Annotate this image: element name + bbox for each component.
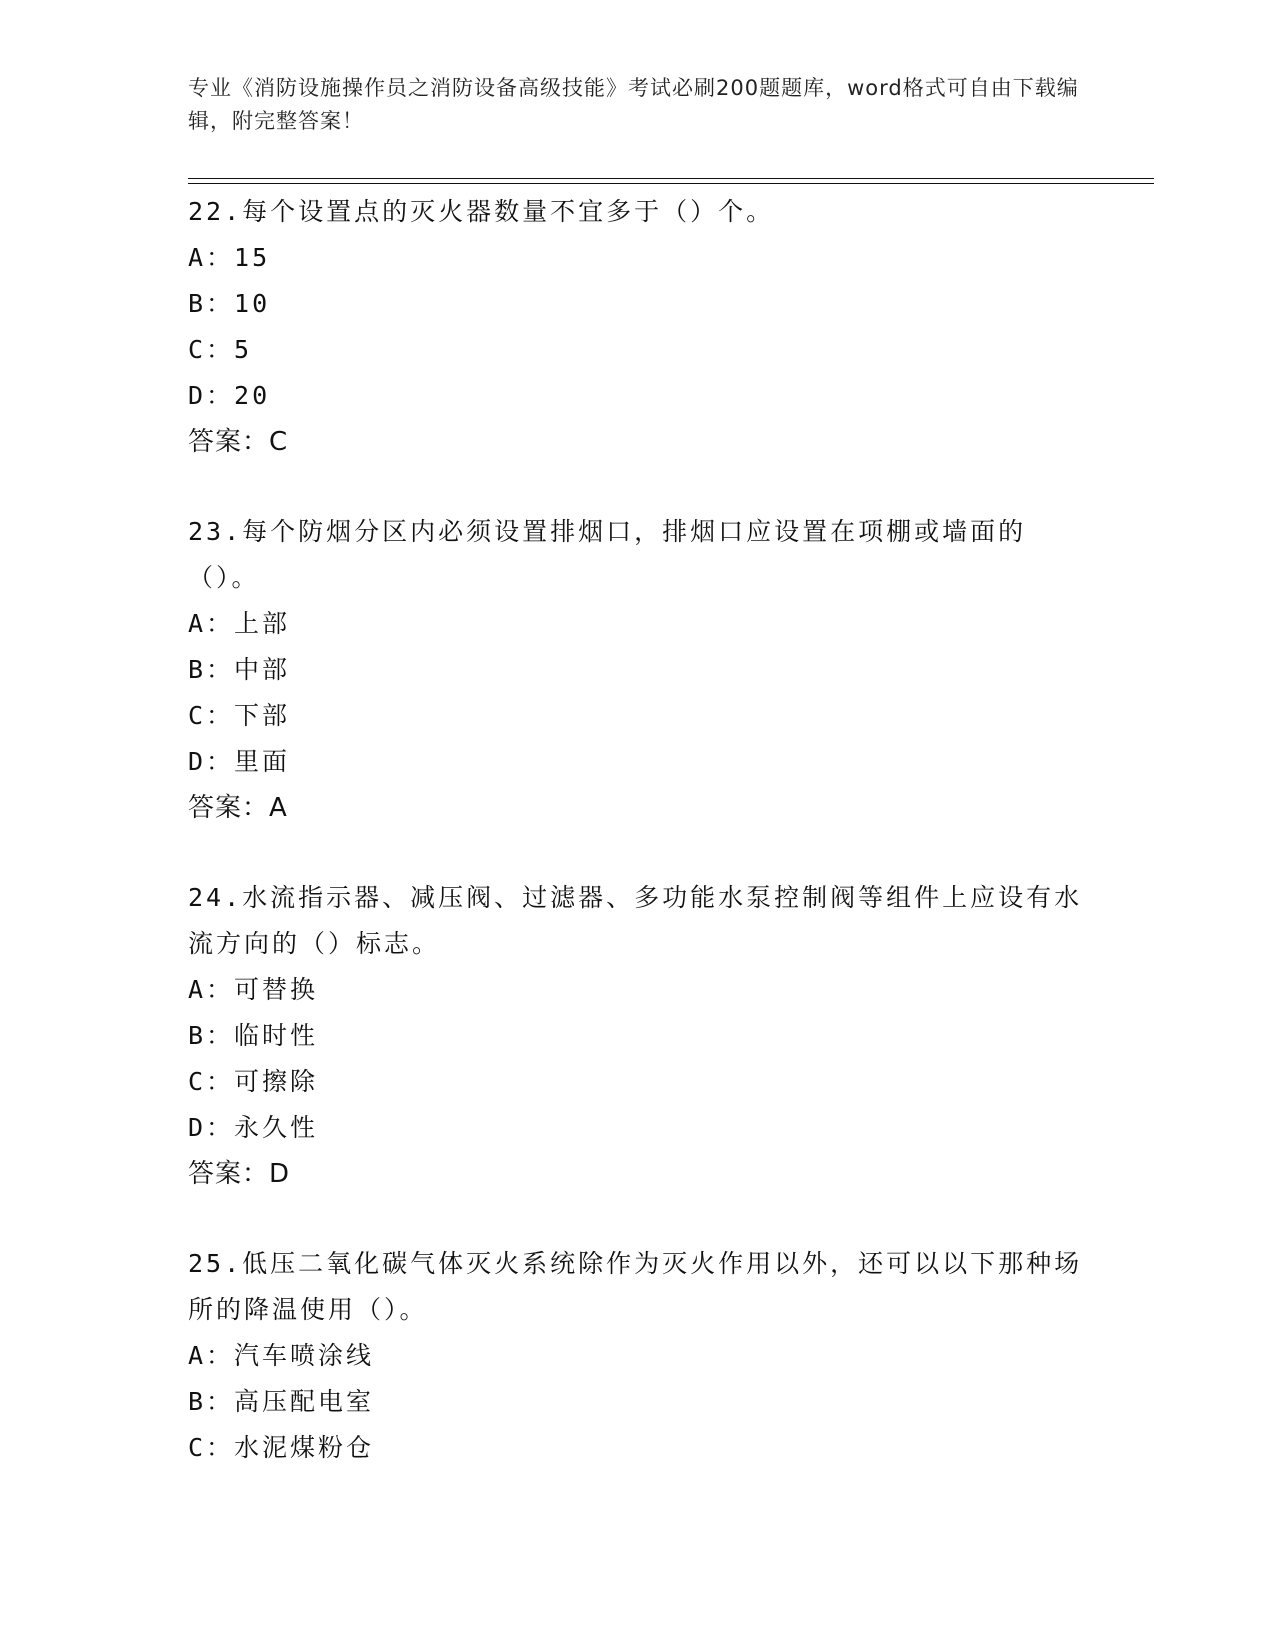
option-b: B：10 — [188, 289, 271, 318]
answer-line: 答案：A — [188, 793, 288, 823]
option-a: A：汽车喷涂线 — [188, 1341, 375, 1370]
option-b: B：高压配电室 — [188, 1387, 375, 1416]
question-22 — [188, 189, 1088, 465]
option-d: D：里面 — [188, 747, 291, 776]
question-text: 24.水流指示器、减压阀、过滤器、多功能水泵控制阀等组件上应设有水流方向的（）标志。 — [188, 883, 1083, 958]
option-b: B：临时性 — [188, 1021, 319, 1050]
question-24 — [188, 875, 1088, 1197]
answer-line: 答案：D — [188, 1159, 291, 1189]
option-d: D：永久性 — [188, 1113, 319, 1142]
question-text: 23.每个防烟分区内必须设置排烟口，排烟口应设置在项棚或墙面的（）。 — [188, 517, 1027, 592]
document-header: 专业《消防设施操作员之消防设备高级技能》考试必刷200题题库，word格式可自由下载编辑，附完整答案！ — [188, 76, 1079, 133]
answer-line: 答案：C — [188, 427, 289, 457]
option-c: C：下部 — [188, 701, 291, 730]
question-list — [188, 189, 1088, 1515]
question-23 — [188, 509, 1088, 831]
option-c: C：可擦除 — [188, 1067, 319, 1096]
question-25 — [188, 1241, 1088, 1471]
option-a: A：上部 — [188, 609, 291, 638]
option-b: B：中部 — [188, 655, 291, 684]
header-divider-bottom — [188, 183, 1154, 184]
option-a: A：15 — [188, 243, 271, 272]
option-c: C：5 — [188, 335, 253, 364]
question-text: 22.每个设置点的灭火器数量不宜多于（）个。 — [188, 197, 775, 226]
option-c: C：水泥煤粉仓 — [188, 1433, 375, 1462]
option-d: D：20 — [188, 381, 271, 410]
option-a: A：可替换 — [188, 975, 319, 1004]
header-divider-top — [188, 178, 1154, 179]
question-text: 25.低压二氧化碳气体灭火系统除作为灭火作用以外，还可以以下那种场所的降温使用（）。 — [188, 1249, 1083, 1324]
